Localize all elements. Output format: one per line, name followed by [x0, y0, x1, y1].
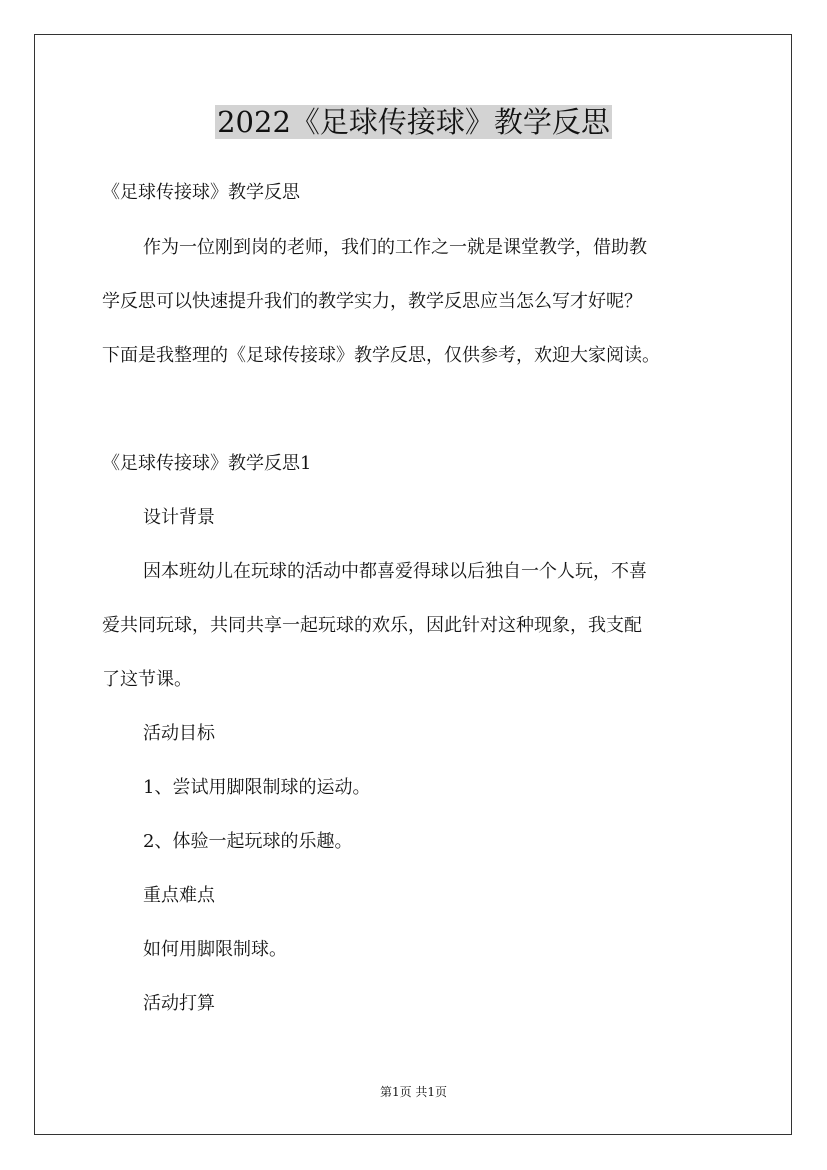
key-points-heading: 重点难点	[143, 885, 215, 906]
page-number: 第1页 共1页	[379, 1085, 448, 1099]
intro-line-2: 学反思可以快速提升我们的教学实力，教学反思应当怎么写才好呢？	[102, 291, 642, 312]
plan-heading: 活动打算	[143, 993, 215, 1014]
document-subtitle: 《足球传接球》教学反思	[102, 182, 300, 203]
goals-heading: 活动目标	[143, 723, 215, 744]
page-footer	[0, 1083, 827, 1101]
goal-item-1: 1、尝试用脚限制球的运动。	[143, 777, 371, 798]
intro-line-1: 作为一位刚到岗的老师，我们的工作之一就是课堂教学，借助教	[143, 237, 647, 258]
background-line-2: 爱共同玩球，共同共享一起玩球的欢乐，因此针对这种现象，我支配	[102, 615, 642, 636]
background-heading: 设计背景	[143, 507, 215, 528]
intro-line-3: 下面是我整理的《足球传接球》教学反思，仅供参考，欢迎大家阅读。	[102, 345, 660, 366]
background-line-3: 了这节课。	[102, 669, 192, 690]
goal-item-2: 2、体验一起玩球的乐趣。	[143, 831, 353, 852]
document-title-text: 2022《足球传接球》教学反思	[217, 105, 610, 139]
document-title	[0, 100, 827, 144]
background-line-1: 因本班幼儿在玩球的活动中都喜爱得球以后独自一个人玩，不喜	[143, 561, 647, 582]
key-point-text: 如何用脚限制球。	[143, 939, 287, 960]
section-heading: 《足球传接球》教学反思1	[102, 453, 312, 474]
